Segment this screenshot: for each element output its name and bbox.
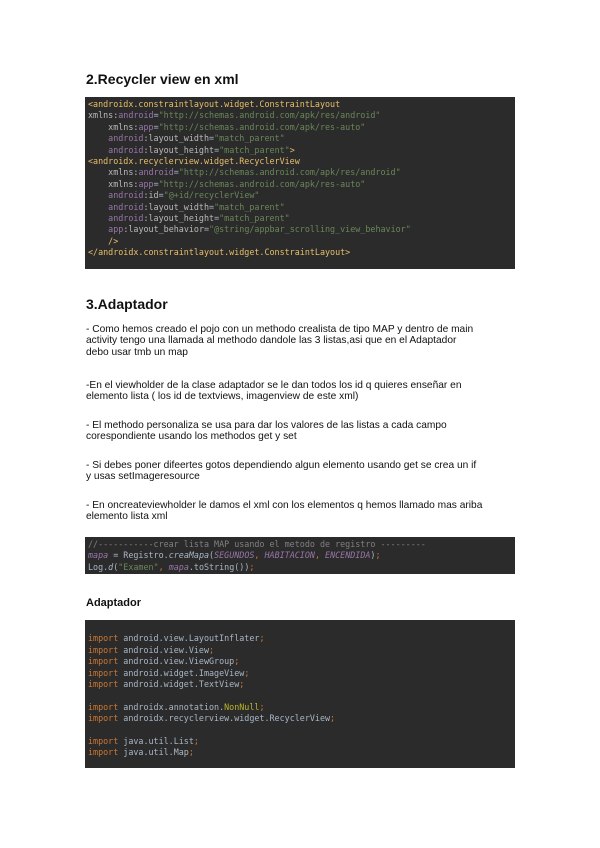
paragraph-line: - Si debes poner difeertes gotos dependiendo algun elemento usando get se crea un if xyxy=(86,460,477,471)
code-token: app xyxy=(138,121,154,132)
code-line xyxy=(88,99,512,110)
code-line xyxy=(88,668,512,679)
code-line xyxy=(88,202,512,213)
code-line xyxy=(88,679,512,690)
code-token: ; xyxy=(244,667,250,678)
code-token: = xyxy=(204,224,210,235)
code-token: :layout_behavior xyxy=(123,224,204,235)
paragraph-line: debo usar tmb un map xyxy=(86,346,188,358)
code-token: import xyxy=(88,713,124,724)
code-line xyxy=(88,645,512,656)
code-token: HABITACION xyxy=(264,550,315,561)
java-map-code-block xyxy=(85,537,515,574)
code-token: xmlns: xyxy=(108,178,139,189)
code-token: , xyxy=(254,550,265,561)
code-token: android xyxy=(108,144,144,155)
code-token: ; xyxy=(234,656,240,667)
code-token: android xyxy=(108,212,144,223)
code-token: :layout_width xyxy=(143,133,210,144)
code-token: :layout_height xyxy=(143,212,215,223)
code-token: "http://schemas.android.com/apk/res-auto" xyxy=(158,121,366,132)
code-line xyxy=(88,247,512,258)
code-token: </androidx.constraintlayout.widget.ConstraintLayout> xyxy=(88,247,351,258)
code-token: android.widget.TextView xyxy=(123,678,240,689)
code-token xyxy=(88,224,108,234)
code-line xyxy=(88,690,512,701)
code-token: xmlns: xyxy=(108,121,139,132)
code-token: ; xyxy=(259,701,265,712)
code-token: ENCENDIDA xyxy=(325,550,371,561)
code-token: .toString()) xyxy=(188,561,250,572)
code-token xyxy=(88,236,108,246)
section-title-recycler-view: 2.Recycler view en xml xyxy=(86,71,239,87)
code-token: app xyxy=(138,178,154,189)
code-token: "http://schemas.android.com/apk/res/android" xyxy=(158,110,381,121)
code-token: ; xyxy=(375,550,381,561)
code-line xyxy=(88,539,512,550)
paragraph-personaliza xyxy=(86,418,516,441)
code-token: ; xyxy=(239,678,245,689)
code-token: ; xyxy=(193,735,199,746)
code-token: , xyxy=(314,550,326,561)
code-line xyxy=(88,725,512,736)
code-token: import xyxy=(88,633,124,644)
paragraph-viewholder xyxy=(86,378,516,401)
code-line xyxy=(88,133,512,144)
code-token: import xyxy=(88,678,124,689)
code-token: "@string/appbar_scrolling_view_behavior" xyxy=(209,224,411,235)
code-line xyxy=(88,633,512,644)
code-line xyxy=(88,656,512,667)
code-line xyxy=(88,145,512,156)
code-token: java.util.List xyxy=(123,735,194,746)
code-token: ; xyxy=(330,713,336,724)
code-token: Log. xyxy=(88,561,109,572)
code-token: //-----------crear lista MAP usando el metodo de registro --------- xyxy=(88,539,426,549)
code-token: xmlns: xyxy=(88,110,119,121)
code-token: = xyxy=(173,167,179,178)
code-token xyxy=(88,133,108,143)
paragraph-line: elemento lista ( los id de textviews, imagenview de este xml) xyxy=(86,391,359,403)
code-token: :layout_height xyxy=(143,144,215,155)
code-line xyxy=(88,167,512,178)
code-line xyxy=(88,713,512,724)
code-token: ; xyxy=(259,633,265,644)
code-token xyxy=(88,213,108,223)
code-token: androidx.recyclerview.widget.RecyclerView xyxy=(123,713,331,724)
subsection-title-adaptador: Adaptador xyxy=(86,597,141,609)
code-token: /> xyxy=(108,235,119,246)
code-token: "Examen" xyxy=(118,561,159,572)
code-token: > xyxy=(289,144,295,155)
code-token xyxy=(88,145,108,155)
code-line xyxy=(88,156,512,167)
code-token: , xyxy=(158,561,169,572)
code-line xyxy=(88,190,512,201)
code-line xyxy=(88,110,512,121)
code-token: import xyxy=(88,656,124,667)
code-token: "match_parent" xyxy=(219,212,290,223)
code-token: import xyxy=(88,667,124,678)
paragraph-line: - En oncreateviewholder le damos el xml con los elementos q hemos llamado mas ariba xyxy=(86,500,483,511)
code-token: "http://schemas.android.com/apk/res/android" xyxy=(178,167,401,178)
code-token: = xyxy=(153,110,159,121)
section-title-adaptador: 3.Adaptador xyxy=(86,296,168,312)
code-line xyxy=(88,736,512,747)
paragraph-line: - El methodo personaliza se usa para dar los valores de las listas a cada campo xyxy=(86,420,447,431)
code-token: mapa xyxy=(168,561,189,572)
code-token: = xyxy=(214,144,220,155)
code-token: creaMapa xyxy=(168,550,210,561)
code-token: "@+id/recyclerView" xyxy=(163,190,260,201)
paragraph-set-image xyxy=(86,458,516,481)
code-token: mapa xyxy=(88,550,109,561)
code-token: ( xyxy=(209,550,215,561)
code-token: :id xyxy=(143,190,159,201)
code-line xyxy=(88,747,512,758)
code-token: import xyxy=(88,644,124,655)
code-token: d xyxy=(108,561,114,572)
code-token: = xyxy=(214,212,220,223)
code-line xyxy=(88,562,512,573)
code-token: <androidx.constraintlayout.widget.ConstraintLayout xyxy=(88,99,341,109)
code-token: android xyxy=(108,133,144,144)
code-token: import xyxy=(88,735,124,746)
code-token: = xyxy=(153,178,159,189)
code-token: android xyxy=(138,167,174,178)
code-token: = xyxy=(153,121,159,132)
code-token: "match_parent" xyxy=(219,144,290,155)
code-token: ) xyxy=(370,550,376,561)
code-line xyxy=(88,179,512,190)
code-token: import xyxy=(88,701,124,712)
code-line xyxy=(88,224,512,235)
code-token: = xyxy=(209,201,215,212)
xml-code-block xyxy=(85,97,515,269)
code-token xyxy=(88,167,108,177)
code-token: android.view.ViewGroup xyxy=(123,656,235,667)
code-token: android xyxy=(118,110,154,121)
code-token: android xyxy=(108,190,144,201)
code-line xyxy=(88,622,512,633)
code-token: = xyxy=(158,190,164,201)
code-token: "match_parent" xyxy=(214,133,285,144)
paragraph-line: y usas setImageresource xyxy=(86,471,200,483)
code-token: androidx.annotation. xyxy=(123,701,225,712)
code-token: android.widget.ImageView xyxy=(123,667,245,678)
paragraph-pojo-map xyxy=(86,322,516,356)
code-token: <androidx.recyclerview.widget.RecyclerView xyxy=(88,155,300,166)
paragraph-oncreateviewholder xyxy=(86,498,516,521)
code-token xyxy=(88,179,108,189)
paragraph-line: elemento lista xml xyxy=(86,511,168,523)
code-token xyxy=(88,122,108,132)
code-token xyxy=(88,190,108,200)
paragraph-line: activity tengo una llamada al methodo dandole las 3 listas,asi que en el Adaptador xyxy=(86,335,457,347)
imports-code-block xyxy=(85,620,515,768)
code-token: ; xyxy=(209,644,215,655)
code-token: NonNull xyxy=(224,701,260,712)
code-token: "match_parent" xyxy=(214,201,285,212)
code-token: android xyxy=(108,201,144,212)
code-line xyxy=(88,122,512,133)
code-token: ; xyxy=(188,747,194,758)
code-token: import xyxy=(88,747,124,758)
code-token: java.util.Map xyxy=(123,747,189,758)
code-token xyxy=(88,202,108,212)
paragraph-line: corespondiente usando los methodos get y set xyxy=(86,431,297,443)
code-token: android.view.LayoutInflater xyxy=(123,633,260,644)
paragraph-line: - Como hemos creado el pojo con un methodo crealista de tipo MAP y dentro de main xyxy=(86,324,474,335)
code-token: xmlns: xyxy=(108,167,139,178)
code-token: ( xyxy=(113,561,119,572)
code-token: :layout_width xyxy=(143,201,210,212)
code-token: SEGUNDOS xyxy=(214,550,255,561)
code-line xyxy=(88,702,512,713)
code-line xyxy=(88,236,512,247)
code-line xyxy=(88,550,512,561)
code-token: "http://schemas.android.com/apk/res-auto" xyxy=(158,178,366,189)
code-token: app xyxy=(108,224,124,235)
code-token: = xyxy=(209,133,215,144)
paragraph-line: -En el viewholder de la clase adaptador se le dan todos los id q quieres enseñar en xyxy=(86,380,462,391)
code-line xyxy=(88,213,512,224)
code-token: = Registro. xyxy=(108,550,169,561)
code-token: android.view.View xyxy=(123,644,210,655)
code-token: ; xyxy=(249,561,255,572)
